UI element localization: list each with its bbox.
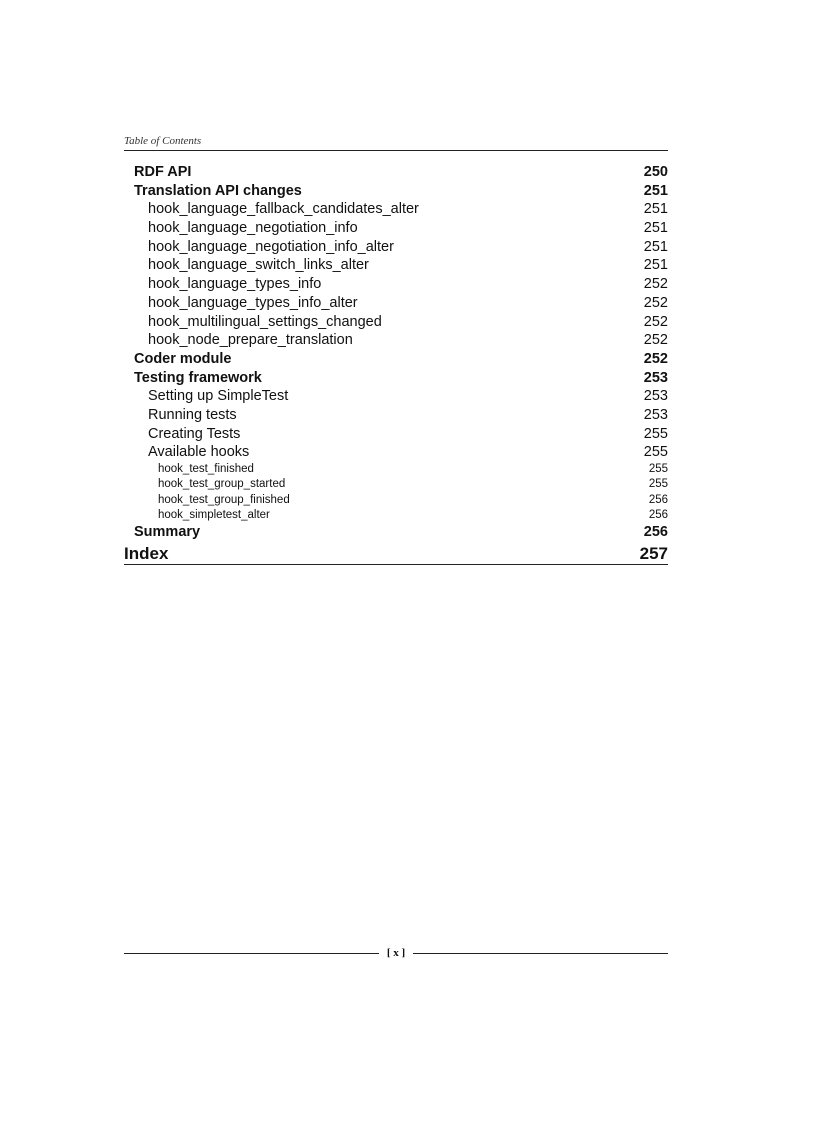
- toc-entry-title: Running tests: [148, 406, 237, 423]
- toc-entry-title: hook_language_fallback_candidates_alter: [148, 201, 419, 218]
- toc-entry[interactable]: [124, 200, 668, 219]
- toc-entry-title: Available hooks: [148, 444, 250, 461]
- toc-entry-page: 256: [648, 508, 668, 521]
- toc-entry-page: 250: [643, 164, 668, 180]
- toc-entry[interactable]: [124, 163, 668, 182]
- toc-entry[interactable]: [124, 543, 668, 565]
- toc-entry-page: 255: [648, 463, 668, 475]
- toc-entry[interactable]: [124, 477, 668, 492]
- table-of-contents: [124, 163, 668, 565]
- toc-entry-title: Coder module: [134, 350, 232, 367]
- toc-entry[interactable]: [124, 462, 668, 477]
- toc-entry-title: hook_test_group_finished: [158, 493, 290, 506]
- toc-entry-title: hook_language_types_info_alter: [148, 294, 358, 311]
- page-footer: [124, 944, 668, 962]
- toc-entry[interactable]: [124, 443, 668, 462]
- toc-entry[interactable]: [124, 508, 668, 523]
- running-head: Table of Contents: [124, 135, 668, 151]
- toc-entry[interactable]: [124, 238, 668, 257]
- toc-entry[interactable]: [124, 256, 668, 275]
- toc-entry[interactable]: [124, 294, 668, 313]
- toc-entry-page: 256: [643, 524, 668, 541]
- toc-entry-title: hook_simpletest_alter: [158, 508, 270, 521]
- toc-entry-page: 252: [643, 276, 668, 293]
- toc-entry[interactable]: [124, 313, 668, 332]
- toc-entry-title: Index: [124, 543, 169, 563]
- toc-entry[interactable]: [124, 406, 668, 425]
- toc-entry[interactable]: [124, 523, 668, 542]
- toc-entry[interactable]: [124, 387, 668, 406]
- toc-entry-page: 256: [648, 493, 668, 506]
- toc-entry-title: Creating Tests: [148, 425, 241, 442]
- footer-rule-right: [413, 953, 668, 954]
- toc-entry-page: 251: [643, 257, 668, 274]
- toc-entry-title: Setting up SimpleTest: [148, 388, 289, 405]
- toc-entry-title: Testing framework: [134, 369, 262, 386]
- toc-entry-title: hook_node_prepare_translation: [148, 332, 353, 349]
- footer-rule-left: [124, 953, 379, 954]
- toc-entry-title: hook_language_switch_links_alter: [148, 257, 369, 274]
- toc-entry-title: RDF API: [134, 164, 192, 180]
- toc-entry-title: hook_test_group_started: [158, 478, 286, 491]
- toc-entry-title: hook_multilingual_settings_changed: [148, 313, 382, 330]
- toc-entry[interactable]: [124, 425, 668, 444]
- toc-entry-page: 251: [643, 182, 668, 199]
- toc-entry-page: 252: [643, 332, 668, 349]
- toc-entry-title: hook_language_negotiation_info_alter: [148, 238, 394, 255]
- toc-entry-page: 252: [643, 350, 668, 367]
- toc-entry[interactable]: [124, 331, 668, 350]
- toc-entry-title: hook_language_negotiation_info: [148, 220, 358, 237]
- toc-entry-page: 253: [643, 388, 668, 405]
- toc-entry-page: 255: [643, 444, 668, 461]
- toc-entry-page: 255: [648, 478, 668, 491]
- toc-entry-page: 253: [643, 406, 668, 423]
- toc-entry-page: 251: [643, 220, 668, 237]
- toc-entry-page: 252: [643, 313, 668, 330]
- toc-entry-title: hook_language_types_info: [148, 276, 322, 293]
- toc-entry-page: 255: [643, 425, 668, 442]
- toc-entry-page: 253: [643, 369, 668, 386]
- toc-entry-title: Translation API changes: [134, 182, 302, 199]
- toc-entry-page: 257: [639, 543, 668, 563]
- toc-entry[interactable]: [124, 275, 668, 294]
- toc-entry[interactable]: [124, 350, 668, 369]
- toc-entry-page: 252: [643, 294, 668, 311]
- toc-entry-title: hook_test_finished: [158, 463, 254, 475]
- toc-entry[interactable]: [124, 182, 668, 201]
- page-number: [ x ]: [386, 947, 406, 959]
- toc-entry-page: 251: [643, 238, 668, 255]
- toc-entry-page: 251: [643, 201, 668, 218]
- toc-entry[interactable]: [124, 219, 668, 238]
- toc-entry-title: Summary: [134, 524, 201, 541]
- toc-entry[interactable]: [124, 493, 668, 508]
- toc-entry[interactable]: [124, 369, 668, 388]
